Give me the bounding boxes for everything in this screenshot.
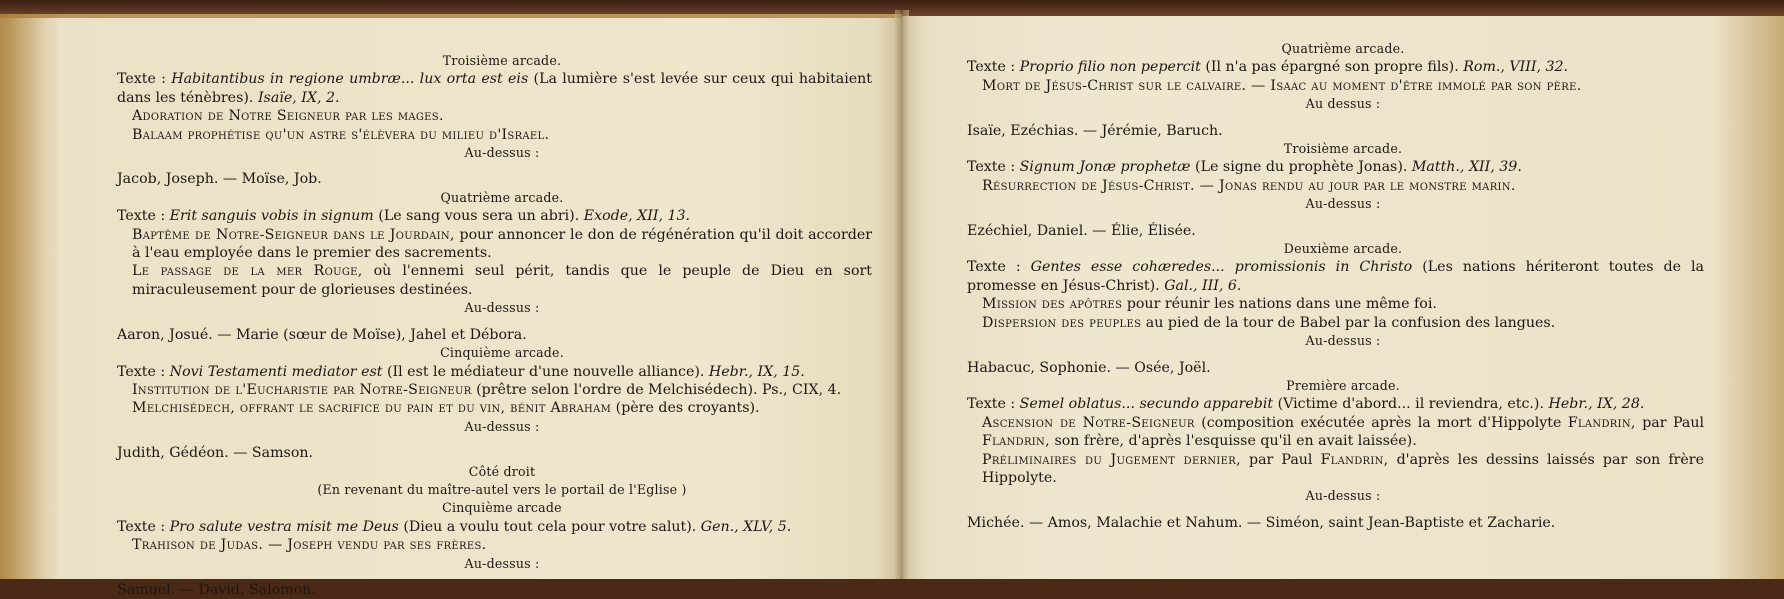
latin-quote: Gentes esse cohæredes... promissionis in Christo: [1030, 259, 1413, 276]
section-heading: Au-dessus :: [464, 418, 540, 434]
scripture-text: [117, 207, 872, 225]
spacer: [982, 351, 1704, 359]
left-page-text: [117, 52, 873, 599]
spacer: [132, 436, 872, 444]
texte-label: Texte :: [967, 159, 1016, 176]
texte-label: Texte :: [967, 259, 1021, 276]
artist-name: Flandrin,: [982, 433, 1050, 450]
scene-description: [132, 262, 872, 299]
section-heading: Troisième arcade.: [442, 53, 562, 68]
scene-description: [132, 399, 872, 417]
scene-description: [982, 414, 1704, 451]
scene-detail: par Paul: [1642, 414, 1704, 431]
book-gutter: [895, 10, 909, 579]
translation: (Les nations hériteront toutes de la promesse en Jésus-Christ).: [967, 259, 1705, 294]
translation: (Victime d'abord... il reviendra, etc.).: [1277, 396, 1544, 413]
scene-detail: son frère, d'après l'esquisse qu'il en avait laissée).: [1054, 433, 1417, 450]
latin-quote: Signum Jonæ prophetæ: [1019, 159, 1191, 176]
scene-detail: par Paul: [1249, 451, 1313, 468]
scene-detail: pour annoncer le don de régénération qu'il doit accorder à l'eau employée dans le premier des sacrements.: [132, 226, 873, 262]
section-heading: Au dessus :: [1305, 96, 1381, 112]
latin-quote: Semel oblatus... secundo apparebit: [1019, 396, 1274, 413]
names-line: Samuel. — David, Salomon.: [117, 581, 316, 598]
latin-quote: Pro salute vestra misit me Deus: [169, 518, 399, 535]
names-line: Michée. — Amos, Malachie et Nahum. — Siméon, saint Jean-Baptiste et Zacharie.: [967, 514, 1556, 531]
scene-description: [982, 451, 1704, 488]
reference: Hebr., IX, 28.: [1548, 396, 1645, 413]
section-heading: Première arcade.: [1286, 377, 1400, 393]
scene-title: Melchisédech, offrant le sacrifice du pain et du vin, bénit Abraham: [132, 400, 612, 417]
translation: (Dieu a voulu tout cela pour votre salut).: [403, 518, 697, 535]
scripture-text: [967, 258, 1704, 295]
spacer: [132, 318, 872, 326]
spacer: [982, 214, 1704, 222]
names-line: Habacuc, Sophonie. — Osée, Joël.: [967, 359, 1211, 376]
section-heading: Cinquième arcade.: [440, 345, 564, 361]
scene-detail: où l'ennemi seul périt, tandis que le peuple de Dieu en sort miraculeusement pour de glorieuses destinées.: [132, 263, 872, 298]
reference: Gen., XLV, 5.: [700, 518, 792, 535]
section-heading: Au-dessus :: [464, 300, 540, 316]
scripture-text: [117, 363, 872, 381]
section-heading: Au-dessus :: [464, 145, 540, 161]
names-line: Aaron, Josué. — Marie (sœur de Moïse), Jahel et Débora.: [117, 326, 527, 343]
scene-caption: Mort de Jésus-Christ sur le calvaire. — Isaac au moment d'être immolé par son père.: [982, 77, 1582, 94]
translation: (Le signe du prophète Jonas).: [1195, 159, 1408, 176]
latin-quote: Proprio filio non pepercit: [1019, 59, 1201, 76]
texte-label: Texte :: [117, 208, 166, 225]
translation: (Il n'a pas épargné son propre fils).: [1205, 59, 1459, 76]
scene-detail: d'après les dessins laissés par son frère Hippolyte.: [982, 451, 1704, 486]
scene-detail: (prêtre selon l'ordre de Melchisédech). Ps., CIX, 4.: [476, 381, 842, 398]
scene-title: Baptême de Notre-Seigneur dans le Jourdain,: [132, 226, 455, 243]
scene-description: [982, 295, 1704, 313]
scene-detail: (composition exécutée après la mort d'Hippolyte: [1201, 414, 1562, 431]
names-line: Ezéchiel, Daniel. — Élie, Élisée.: [967, 222, 1196, 239]
scene-title: Le passage de la mer Rouge,: [132, 263, 363, 280]
section-heading: Au-dessus :: [1305, 196, 1381, 212]
translation: (Le sang vous sera un abri).: [378, 208, 580, 225]
scene-detail: au pied de la tour de Babel par la confusion des langues.: [1145, 314, 1556, 331]
section-heading: Deuxième arcade.: [1283, 241, 1403, 257]
scripture-text: [967, 158, 1704, 176]
section-heading: Troisième arcade.: [1283, 141, 1403, 157]
reference: Hebr., IX, 15.: [708, 363, 805, 380]
scene-title: Dispersion des peuples: [982, 314, 1142, 331]
scene-description: [982, 314, 1704, 332]
spacer: [982, 114, 1704, 122]
scene-description: [132, 226, 872, 263]
spacer: [982, 506, 1704, 514]
names-line: Judith, Gédéon. — Samson.: [117, 445, 314, 462]
latin-quote: Erit sanguis vobis in signum: [169, 208, 374, 225]
scripture-text: [117, 518, 872, 536]
artist-name: Flandrin,: [1320, 451, 1389, 468]
scene-title: Préliminaires du Jugement dernier,: [982, 451, 1241, 468]
scene-title: Ascension de Notre-Seigneur: [982, 414, 1195, 431]
section-heading: Au-dessus :: [1305, 333, 1381, 349]
latin-quote: Novi Testamenti mediator est: [169, 363, 383, 380]
reference: Rom., VIII, 32.: [1463, 59, 1569, 76]
spacer: [132, 162, 872, 170]
scene-detail: (père des croyants).: [615, 400, 760, 417]
scene-description: [132, 381, 872, 399]
scripture-text: [117, 70, 872, 107]
translation: (Il est le médiateur d'une nouvelle alliance).: [386, 363, 705, 380]
scene-caption: Trahison de Judas. — Joseph vendu par ses frères.: [132, 537, 487, 554]
latin-quote: Habitantibus in regione umbræ... lux orta est eis: [171, 71, 529, 88]
artist-name: Flandrin,: [1567, 414, 1636, 431]
section-heading: Au-dessus :: [1305, 488, 1381, 504]
section-heading: Côté droit: [468, 463, 536, 479]
reference: Exode, XII, 13.: [583, 208, 691, 225]
scene-title: Institution de l'Eucharistie par Notre-Seigneur: [132, 381, 472, 398]
texte-label: Texte :: [967, 396, 1016, 413]
scene-caption: Résurrection de Jésus-Christ. — Jonas rendu au jour par le monstre marin.: [982, 177, 1516, 194]
right-page-text: [967, 40, 1705, 532]
reference: Gal., III, 6.: [1164, 277, 1242, 294]
section-heading: Quatrième arcade.: [1281, 41, 1405, 56]
texte-label: Texte :: [117, 518, 166, 535]
scene-caption: Adoration de Notre Seigneur par les mages.: [132, 108, 444, 125]
section-heading: Quatrième arcade.: [440, 189, 564, 205]
scene-detail: pour réunir les nations dans une même foi.: [1126, 296, 1437, 313]
reference: Matth., XII, 39.: [1411, 159, 1522, 176]
reference: Isaïe, IX, 2.: [257, 89, 340, 106]
names-line: Isaïe, Ezéchias. — Jérémie, Baruch.: [967, 122, 1223, 139]
texte-label: Texte :: [117, 363, 166, 380]
names-line: Jacob, Joseph. — Moïse, Job.: [117, 171, 322, 188]
scene-title: Mission des apôtres: [982, 296, 1123, 313]
spacer: [132, 573, 872, 581]
scripture-text: [967, 395, 1704, 413]
texte-label: Texte :: [117, 71, 166, 88]
texte-label: Texte :: [967, 59, 1016, 76]
translation: (La lumière s'est levée sur ceux qui habitaient dans les ténèbres).: [117, 71, 872, 106]
scripture-text: [967, 58, 1704, 76]
section-heading: (En revenant du maître-autel vers le portail de l'Eglise ): [317, 481, 687, 497]
scene-caption: Balaam prophétise qu'un astre s'élèvera du milieu d'Israel.: [132, 126, 550, 143]
section-heading: Cinquième arcade: [442, 500, 562, 516]
section-heading: Au-dessus :: [464, 555, 540, 571]
